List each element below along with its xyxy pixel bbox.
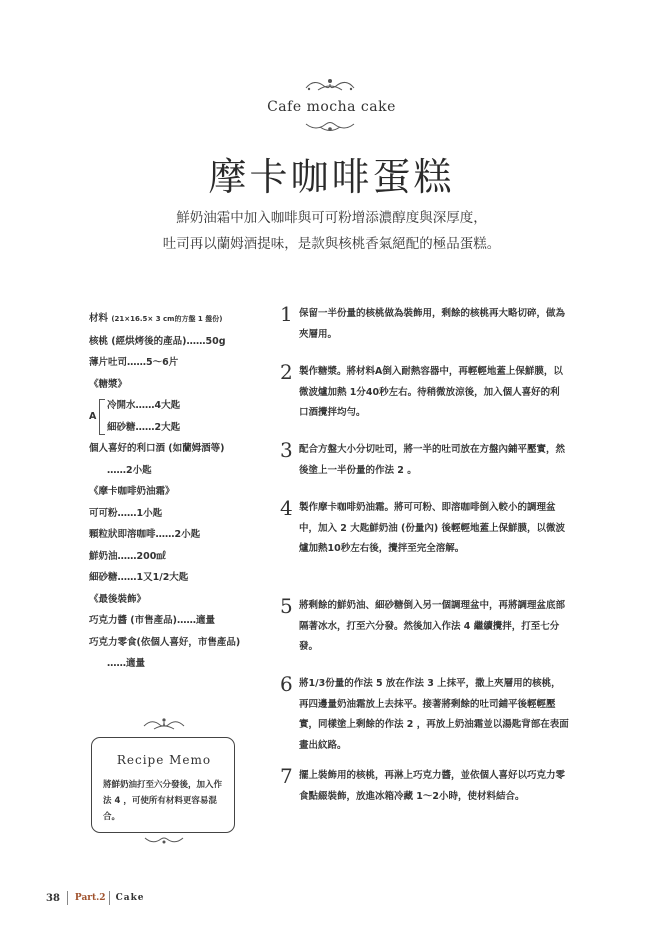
recipe-intro <box>0 205 663 257</box>
ingredient-liqueur: 個人喜好的利口酒 (如蘭姆酒等) <box>89 443 225 454</box>
group-a-bracket <box>99 399 105 435</box>
page-number: 38 <box>46 892 60 904</box>
title-divider-ornament <box>304 118 356 134</box>
step-text: 製作糖漿。將材料A倒入耐熱容器中，再輕輕地蓋上保鮮膜，以微波爐加熱 1分40秒左右。待稍微放涼後，加入個人喜好的利口酒攪拌均勻。 <box>299 366 563 418</box>
ingredients-heading <box>89 308 259 331</box>
ingredient-group-cream: 《摩卡咖啡奶油霜》 <box>89 486 175 497</box>
section-label: Cake <box>115 893 145 903</box>
ingredients-list <box>89 308 259 675</box>
ingredient-chocolate-sauce: 巧克力醬 (市售產品)……適量 <box>89 615 215 626</box>
step-text: 擺上裝飾用的核桃，再淋上巧克力醬，並依個人喜好以巧克力零食點綴裝飾，放進冰箱冷藏 1〜2小時，使材料結合。 <box>299 770 566 802</box>
part-label: Part.2 <box>74 893 106 903</box>
ingredients-heading-label: 材料 <box>89 313 109 324</box>
ingredient-liqueur-amount: ……2小匙 <box>107 464 152 476</box>
intro-line-1: 鮮奶油霜中加入咖啡與可可粉增添濃醇度與深厚度， <box>176 210 487 226</box>
step-number: 2 <box>280 360 293 384</box>
english-title: Cafe mocha cake <box>267 99 396 115</box>
step-text: 製作摩卡咖啡奶油霜。將可可粉、即溶咖啡倒入較小的調理盆中，加入 2 大匙鮮奶油 (份量內) 後輕輕地蓋上保鮮膜，以微波爐加熱10秒左右後，攪拌至完全溶解。 <box>299 502 566 554</box>
ingredient-group-a <box>89 395 259 438</box>
ingredient-group-syrup: 《糖漿》 <box>89 378 128 390</box>
step-number: 7 <box>280 764 293 788</box>
step-number: 4 <box>280 496 293 520</box>
ingredient-sugar-a: 細砂糖……2大匙 <box>107 421 181 433</box>
ingredient-group-decoration: 《最後裝飾》 <box>89 593 147 605</box>
ingredient-cocoa: 可可粉……1小匙 <box>89 507 163 519</box>
ingredient-chocolate-snack: 巧克力零食(依個人喜好，市售產品) <box>89 636 241 648</box>
memo-text: 將鮮奶油打至六分發後，加入作法 4 ，可使所有材料更容易混合。 <box>103 780 223 822</box>
ingredient-walnut: 核桃 (經烘烤後的產品)……50g <box>89 335 226 347</box>
intro-line-2: 吐司再以蘭姆酒提味，是款與核桃香氣絕配的極品蛋糕。 <box>162 236 501 252</box>
step-text: 保留一半份量的核桃做為裝飾用，剩餘的核桃再大略切碎，做為夾層用。 <box>299 308 566 340</box>
step-number: 1 <box>280 302 293 326</box>
ingredient-cold-water: 冷開水……4大匙 <box>107 400 181 411</box>
ingredient-cream: 鮮奶油……200㎖ <box>89 550 166 562</box>
step-number: 5 <box>280 594 293 618</box>
recipe-memo-box <box>91 737 235 833</box>
step-number: 6 <box>280 672 293 696</box>
ingredient-chocolate-snack-amount: ……適量 <box>107 658 146 669</box>
step-text: 將1/3份量的作法 5 放在作法 3 上抹平，撒上夾層用的核桃，再四邊量奶油霜放上去抹平。接著將剩餘的吐司鋪平後輕輕壓實，同樣塗上剩餘的作法 2 ，再放上奶油霜並以湯匙背部在表面畫出紋路。 <box>299 678 569 751</box>
recipe-title: 摩卡咖啡蛋糕 <box>208 155 455 199</box>
memo-top-ornament <box>142 716 186 732</box>
ingredient-bread: 薄片吐司……5〜6片 <box>89 357 179 368</box>
group-a-label: A <box>89 411 97 422</box>
page-footer <box>46 891 145 905</box>
top-flourish-ornament <box>304 76 356 94</box>
step-text: 配合方盤大小分切吐司，將一半的吐司放在方盤內鋪平壓實，然後塗上一半份量的作法 2 。 <box>299 444 566 476</box>
step-number: 3 <box>280 438 293 462</box>
step-text: 將剩餘的鮮奶油、細砂糖倒入另一個調理盆中，再將調理盆底部隔著冰水，打至六分發。然後加入作法 4 繼續攪拌，打至七分發。 <box>299 600 566 652</box>
ingredient-sugar-cream: 細砂糖……1又1/2大匙 <box>89 572 189 583</box>
footer-divider <box>67 891 68 905</box>
ingredient-coffee: 顆粒狀即溶咖啡……2小匙 <box>89 529 201 540</box>
footer-divider <box>109 891 110 905</box>
memo-bottom-ornament <box>143 833 185 847</box>
ingredients-pan-size: (21×16.5× 3 cm的方盤 1 盤份) <box>111 315 223 323</box>
memo-title: Recipe Memo <box>116 753 212 767</box>
